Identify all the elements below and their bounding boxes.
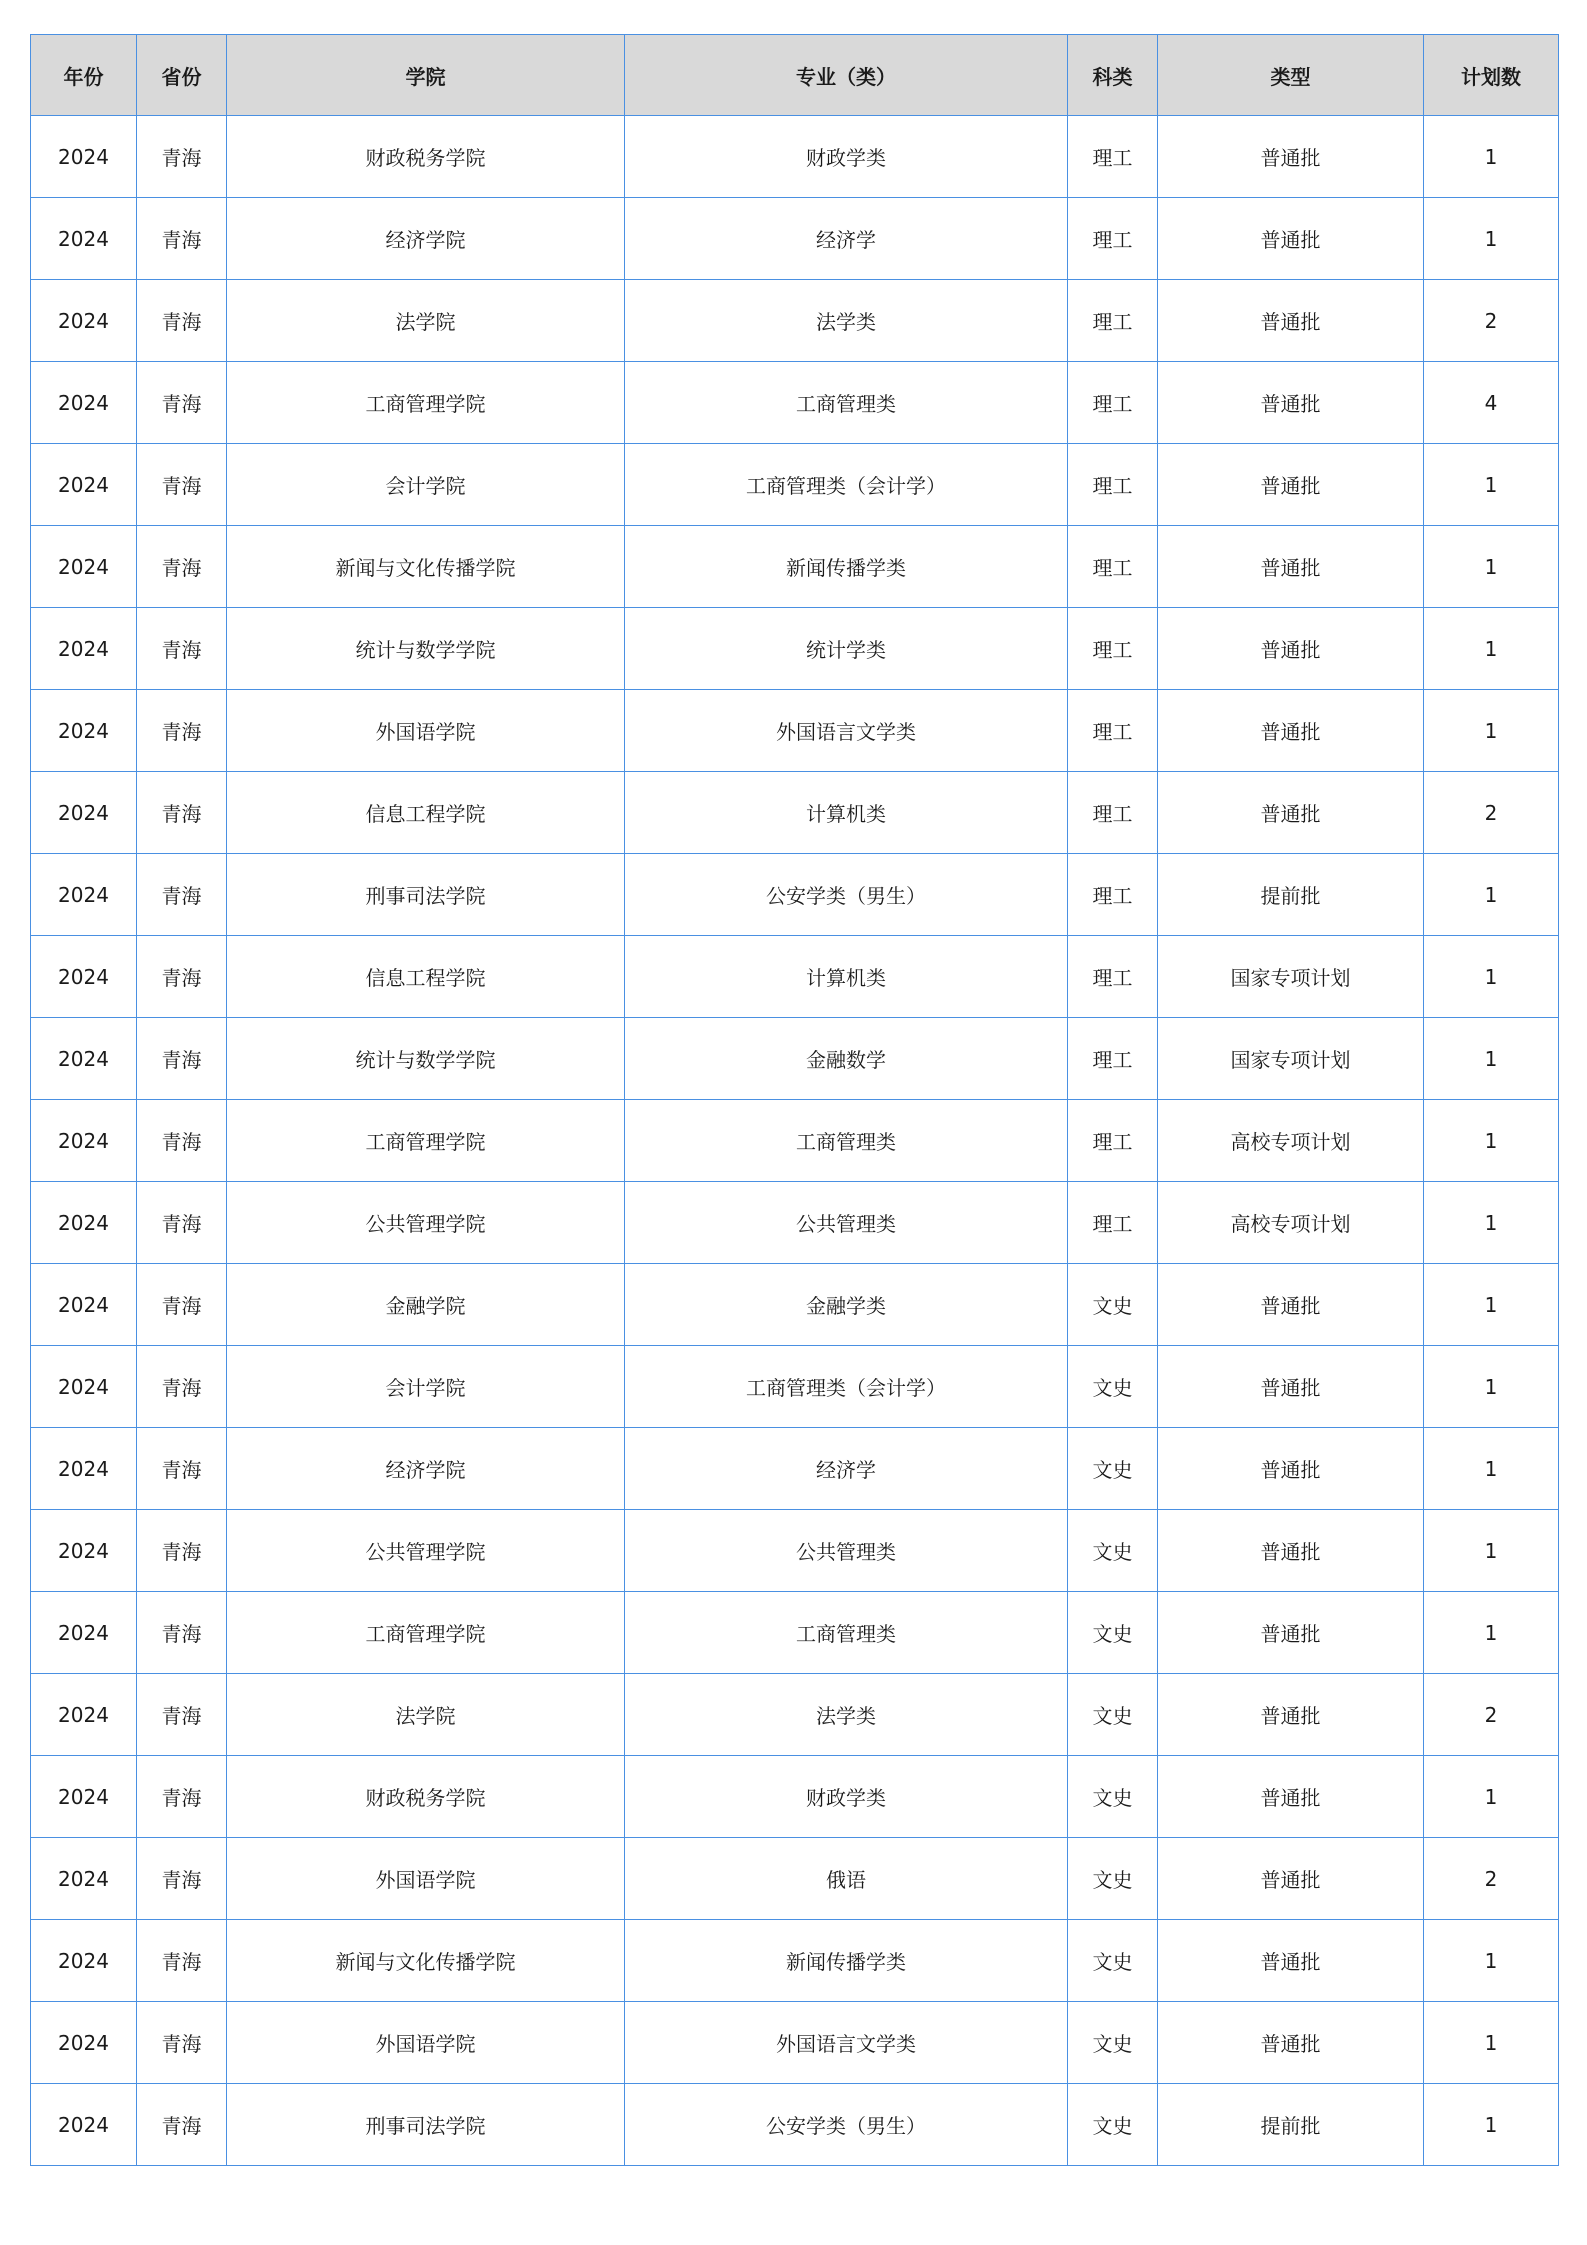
cell-province: 青海: [137, 1510, 227, 1592]
cell-subject: 理工: [1068, 1100, 1158, 1182]
cell-year: 2024: [31, 1920, 137, 2002]
table-row: [31, 1592, 1559, 1674]
header-college: 学院: [227, 35, 625, 116]
table-row: [31, 116, 1559, 198]
cell-subject: 文史: [1068, 2084, 1158, 2166]
cell-plan-count: 1: [1424, 854, 1559, 936]
cell-subject: 理工: [1068, 362, 1158, 444]
cell-subject: 理工: [1068, 936, 1158, 1018]
cell-plan-count: 1: [1424, 1264, 1559, 1346]
table-row: [31, 198, 1559, 280]
table-row: [31, 854, 1559, 936]
table-row: [31, 1018, 1559, 1100]
cell-year: 2024: [31, 444, 137, 526]
cell-major: 公安学类（男生）: [625, 854, 1068, 936]
cell-subject: 理工: [1068, 1018, 1158, 1100]
table-row: [31, 1346, 1559, 1428]
cell-major: 法学类: [625, 280, 1068, 362]
cell-major: 工商管理类（会计学）: [625, 444, 1068, 526]
cell-province: 青海: [137, 1838, 227, 1920]
cell-subject: 理工: [1068, 854, 1158, 936]
header-major: 专业（类）: [625, 35, 1068, 116]
table-body: [31, 116, 1559, 2166]
cell-plan-count: 2: [1424, 1674, 1559, 1756]
cell-college: 工商管理学院: [227, 1100, 625, 1182]
cell-plan-count: 1: [1424, 2002, 1559, 2084]
cell-subject: 理工: [1068, 608, 1158, 690]
cell-batch-type: 普通批: [1158, 772, 1424, 854]
table-row: [31, 772, 1559, 854]
header-plan-count: 计划数: [1424, 35, 1559, 116]
cell-province: 青海: [137, 1920, 227, 2002]
cell-year: 2024: [31, 854, 137, 936]
cell-college: 经济学院: [227, 1428, 625, 1510]
cell-province: 青海: [137, 1018, 227, 1100]
table-row: [31, 526, 1559, 608]
cell-batch-type: 普通批: [1158, 1674, 1424, 1756]
cell-college: 法学院: [227, 1674, 625, 1756]
cell-year: 2024: [31, 362, 137, 444]
enrollment-plan-table-container: [30, 34, 1558, 2166]
cell-batch-type: 提前批: [1158, 2084, 1424, 2166]
cell-plan-count: 1: [1424, 526, 1559, 608]
table-row: [31, 2002, 1559, 2084]
cell-batch-type: 普通批: [1158, 362, 1424, 444]
cell-major: 新闻传播学类: [625, 1920, 1068, 2002]
table-row: [31, 1674, 1559, 1756]
cell-batch-type: 普通批: [1158, 1592, 1424, 1674]
cell-college: 信息工程学院: [227, 772, 625, 854]
cell-plan-count: 1: [1424, 1346, 1559, 1428]
cell-major: 金融学类: [625, 1264, 1068, 1346]
table-row: [31, 690, 1559, 772]
cell-college: 会计学院: [227, 444, 625, 526]
cell-province: 青海: [137, 116, 227, 198]
cell-batch-type: 普通批: [1158, 1264, 1424, 1346]
cell-major: 财政学类: [625, 1756, 1068, 1838]
cell-college: 经济学院: [227, 198, 625, 280]
cell-plan-count: 1: [1424, 2084, 1559, 2166]
cell-college: 新闻与文化传播学院: [227, 526, 625, 608]
enrollment-plan-table: [30, 34, 1559, 2166]
cell-province: 青海: [137, 444, 227, 526]
table-row: [31, 608, 1559, 690]
table-row: [31, 1838, 1559, 1920]
header-subject: 科类: [1068, 35, 1158, 116]
cell-year: 2024: [31, 1428, 137, 1510]
cell-province: 青海: [137, 280, 227, 362]
cell-major: 经济学: [625, 1428, 1068, 1510]
cell-college: 外国语学院: [227, 1838, 625, 1920]
cell-batch-type: 普通批: [1158, 198, 1424, 280]
cell-year: 2024: [31, 1838, 137, 1920]
cell-major: 法学类: [625, 1674, 1068, 1756]
cell-province: 青海: [137, 1592, 227, 1674]
cell-year: 2024: [31, 2002, 137, 2084]
cell-batch-type: 普通批: [1158, 1346, 1424, 1428]
cell-province: 青海: [137, 526, 227, 608]
table-row: [31, 936, 1559, 1018]
cell-province: 青海: [137, 1346, 227, 1428]
cell-subject: 理工: [1068, 526, 1158, 608]
cell-year: 2024: [31, 1018, 137, 1100]
cell-batch-type: 普通批: [1158, 608, 1424, 690]
cell-batch-type: 普通批: [1158, 1920, 1424, 2002]
cell-plan-count: 1: [1424, 1018, 1559, 1100]
cell-year: 2024: [31, 1346, 137, 1428]
cell-batch-type: 普通批: [1158, 280, 1424, 362]
cell-college: 新闻与文化传播学院: [227, 1920, 625, 2002]
cell-province: 青海: [137, 608, 227, 690]
cell-year: 2024: [31, 2084, 137, 2166]
cell-plan-count: 1: [1424, 116, 1559, 198]
cell-major: 新闻传播学类: [625, 526, 1068, 608]
cell-plan-count: 1: [1424, 1756, 1559, 1838]
cell-plan-count: 1: [1424, 1100, 1559, 1182]
cell-subject: 理工: [1068, 1182, 1158, 1264]
cell-year: 2024: [31, 936, 137, 1018]
cell-province: 青海: [137, 2002, 227, 2084]
cell-plan-count: 2: [1424, 772, 1559, 854]
cell-college: 工商管理学院: [227, 362, 625, 444]
cell-plan-count: 1: [1424, 1920, 1559, 2002]
cell-subject: 文史: [1068, 1592, 1158, 1674]
cell-major: 公共管理类: [625, 1182, 1068, 1264]
cell-year: 2024: [31, 1264, 137, 1346]
cell-plan-count: 1: [1424, 608, 1559, 690]
cell-province: 青海: [137, 1756, 227, 1838]
table-header: [31, 35, 1559, 116]
cell-batch-type: 普通批: [1158, 116, 1424, 198]
cell-batch-type: 普通批: [1158, 1510, 1424, 1592]
cell-province: 青海: [137, 1264, 227, 1346]
cell-batch-type: 提前批: [1158, 854, 1424, 936]
cell-subject: 文史: [1068, 2002, 1158, 2084]
cell-major: 财政学类: [625, 116, 1068, 198]
cell-subject: 文史: [1068, 1510, 1158, 1592]
cell-batch-type: 普通批: [1158, 1756, 1424, 1838]
cell-major: 俄语: [625, 1838, 1068, 1920]
header-row: [31, 35, 1559, 116]
cell-plan-count: 1: [1424, 444, 1559, 526]
cell-year: 2024: [31, 1510, 137, 1592]
cell-college: 金融学院: [227, 1264, 625, 1346]
cell-batch-type: 普通批: [1158, 1838, 1424, 1920]
cell-college: 财政税务学院: [227, 116, 625, 198]
cell-plan-count: 1: [1424, 690, 1559, 772]
cell-major: 工商管理类: [625, 1100, 1068, 1182]
table-row: [31, 1920, 1559, 2002]
cell-major: 工商管理类: [625, 1592, 1068, 1674]
cell-major: 外国语言文学类: [625, 2002, 1068, 2084]
cell-college: 刑事司法学院: [227, 2084, 625, 2166]
cell-batch-type: 普通批: [1158, 1428, 1424, 1510]
cell-year: 2024: [31, 1756, 137, 1838]
cell-major: 外国语言文学类: [625, 690, 1068, 772]
cell-plan-count: 2: [1424, 1838, 1559, 1920]
header-year: 年份: [31, 35, 137, 116]
cell-province: 青海: [137, 772, 227, 854]
cell-batch-type: 普通批: [1158, 690, 1424, 772]
table-row: [31, 280, 1559, 362]
cell-plan-count: 1: [1424, 1428, 1559, 1510]
cell-college: 信息工程学院: [227, 936, 625, 1018]
header-batch-type: 类型: [1158, 35, 1424, 116]
cell-college: 外国语学院: [227, 2002, 625, 2084]
cell-batch-type: 普通批: [1158, 2002, 1424, 2084]
cell-college: 刑事司法学院: [227, 854, 625, 936]
table-row: [31, 1428, 1559, 1510]
cell-major: 统计学类: [625, 608, 1068, 690]
cell-subject: 文史: [1068, 1346, 1158, 1428]
cell-subject: 理工: [1068, 116, 1158, 198]
cell-year: 2024: [31, 280, 137, 362]
cell-major: 计算机类: [625, 772, 1068, 854]
cell-year: 2024: [31, 1592, 137, 1674]
table-row: [31, 362, 1559, 444]
cell-plan-count: 1: [1424, 1592, 1559, 1674]
cell-college: 财政税务学院: [227, 1756, 625, 1838]
table-row: [31, 1756, 1559, 1838]
cell-college: 公共管理学院: [227, 1510, 625, 1592]
cell-college: 工商管理学院: [227, 1592, 625, 1674]
cell-college: 统计与数学学院: [227, 608, 625, 690]
cell-batch-type: 高校专项计划: [1158, 1100, 1424, 1182]
table-row: [31, 1510, 1559, 1592]
cell-college: 法学院: [227, 280, 625, 362]
cell-subject: 理工: [1068, 280, 1158, 362]
cell-plan-count: 1: [1424, 1510, 1559, 1592]
cell-plan-count: 1: [1424, 1182, 1559, 1264]
cell-year: 2024: [31, 690, 137, 772]
cell-plan-count: 1: [1424, 936, 1559, 1018]
cell-province: 青海: [137, 2084, 227, 2166]
cell-college: 公共管理学院: [227, 1182, 625, 1264]
cell-subject: 理工: [1068, 690, 1158, 772]
cell-province: 青海: [137, 690, 227, 772]
cell-major: 公共管理类: [625, 1510, 1068, 1592]
cell-province: 青海: [137, 198, 227, 280]
cell-year: 2024: [31, 1100, 137, 1182]
table-row: [31, 444, 1559, 526]
cell-college: 外国语学院: [227, 690, 625, 772]
cell-subject: 文史: [1068, 1838, 1158, 1920]
table-row: [31, 2084, 1559, 2166]
cell-province: 青海: [137, 854, 227, 936]
cell-province: 青海: [137, 1100, 227, 1182]
cell-year: 2024: [31, 116, 137, 198]
cell-major: 金融数学: [625, 1018, 1068, 1100]
cell-year: 2024: [31, 198, 137, 280]
cell-major: 公安学类（男生）: [625, 2084, 1068, 2166]
cell-plan-count: 2: [1424, 280, 1559, 362]
cell-year: 2024: [31, 772, 137, 854]
cell-subject: 理工: [1068, 198, 1158, 280]
cell-batch-type: 普通批: [1158, 444, 1424, 526]
table-row: [31, 1100, 1559, 1182]
table-row: [31, 1182, 1559, 1264]
cell-batch-type: 高校专项计划: [1158, 1182, 1424, 1264]
cell-province: 青海: [137, 1182, 227, 1264]
cell-province: 青海: [137, 1428, 227, 1510]
cell-subject: 文史: [1068, 1264, 1158, 1346]
cell-subject: 理工: [1068, 444, 1158, 526]
cell-major: 经济学: [625, 198, 1068, 280]
cell-year: 2024: [31, 608, 137, 690]
cell-subject: 文史: [1068, 1756, 1158, 1838]
cell-province: 青海: [137, 1674, 227, 1756]
cell-year: 2024: [31, 1674, 137, 1756]
cell-major: 工商管理类（会计学）: [625, 1346, 1068, 1428]
cell-province: 青海: [137, 362, 227, 444]
cell-subject: 文史: [1068, 1674, 1158, 1756]
cell-subject: 文史: [1068, 1920, 1158, 2002]
cell-batch-type: 国家专项计划: [1158, 936, 1424, 1018]
cell-year: 2024: [31, 1182, 137, 1264]
header-province: 省份: [137, 35, 227, 116]
cell-batch-type: 普通批: [1158, 526, 1424, 608]
table-row: [31, 1264, 1559, 1346]
cell-year: 2024: [31, 526, 137, 608]
cell-college: 会计学院: [227, 1346, 625, 1428]
cell-plan-count: 4: [1424, 362, 1559, 444]
cell-batch-type: 国家专项计划: [1158, 1018, 1424, 1100]
cell-major: 工商管理类: [625, 362, 1068, 444]
cell-province: 青海: [137, 936, 227, 1018]
cell-plan-count: 1: [1424, 198, 1559, 280]
cell-major: 计算机类: [625, 936, 1068, 1018]
cell-college: 统计与数学学院: [227, 1018, 625, 1100]
cell-subject: 文史: [1068, 1428, 1158, 1510]
cell-subject: 理工: [1068, 772, 1158, 854]
